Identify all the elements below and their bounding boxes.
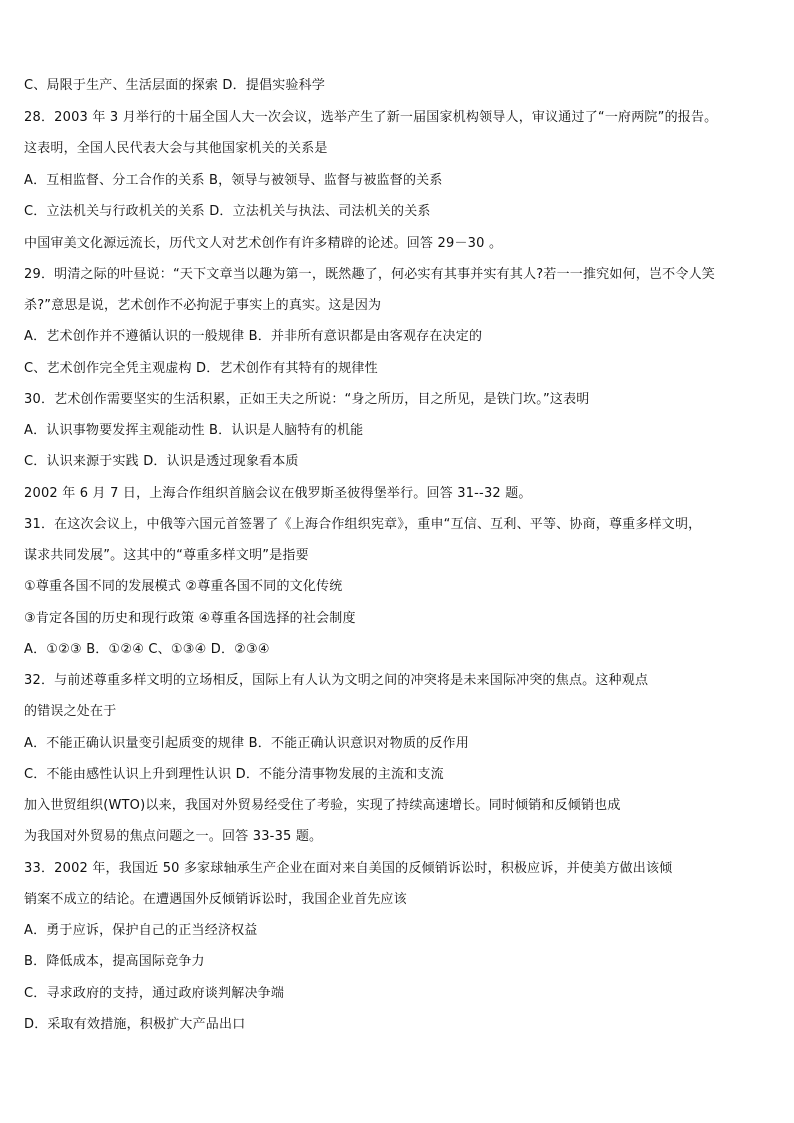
- question-28-options-cd: C．立法机关与行政机关的关系 D．立法机关与执法、司法机关的关系: [24, 204, 431, 219]
- section-intro-33-35-cont: 为我国对外贸易的焦点问题之一。回答 33-35 题。: [24, 829, 323, 844]
- option-line-27cd: C、局限于生产、生活层面的探索 D．提倡实验科学: [24, 78, 326, 93]
- question-31-stem: 31．在这次会议上，中俄等六国元首签署了《上海合作组织宪章》，重申“互信、互利、平等、协商，尊重多样文明，: [24, 517, 702, 532]
- question-28-stem-cont: 这表明，全国人民代表大会与其他国家机关的关系是: [24, 141, 328, 156]
- question-29-stem-cont: 杀?”意思是说，艺术创作不必拘泥于事实上的真实。这是因为: [24, 298, 382, 313]
- question-32-options-cd: C．不能由感性认识上升到理性认识 D．不能分清事物发展的主流和支流: [24, 767, 444, 782]
- question-28-options-ab: A．互相监督、分工合作的关系 B，领导与被领导、监督与被监督的关系: [24, 173, 443, 188]
- question-29-options-ab: A．艺术创作并不遵循认识的一般规律 B．并非所有意识都是由客观存在决定的: [24, 329, 483, 344]
- question-33-stem: 33．2002 年，我国近 50 多家球轴承生产企业在面对来自美国的反倾销诉讼时，积极应诉，并使美方做出该倾: [24, 861, 673, 876]
- question-33-option-b: B．降低成本，提高国际竞争力: [24, 954, 205, 969]
- question-32-stem: 32．与前述尊重多样文明的立场相反，国际上有人认为文明之间的冲突将是未来国际冲突的焦点。这种观点: [24, 673, 649, 688]
- question-33-option-a: A．勇于应诉，保护自己的正当经济权益: [24, 923, 258, 938]
- question-29-stem: 29．明清之际的叶昼说：“天下文章当以趣为第一，既然趣了，何必实有其事并实有其人?若一一推究如何，岂不令人笑: [24, 267, 715, 282]
- question-30-stem: 30．艺术创作需要坚实的生活积累，正如王夫之所说：“身之所历，目之所见，是铁门坎。”这表明: [24, 392, 590, 407]
- question-32-stem-cont: 的错误之处在于: [24, 704, 117, 719]
- question-28-stem: 28．2003 年 3 月举行的十届全国人大一次会议，选举产生了新一届国家机构领导人，审议通过了“一府两院”的报告。: [24, 110, 718, 125]
- section-intro-31-32: 2002 年 6 月 7 日，上海合作组织首脑会议在俄罗斯圣彼得堡举行。回答 31--32 题。: [24, 486, 532, 501]
- question-31-options: A．①②③ B．①②④ C、①③④ D．②③④: [24, 642, 270, 657]
- question-32-options-ab: A．不能正确认识量变引起质变的规律 B．不能正确认识意识对物质的反作用: [24, 736, 469, 751]
- question-31-items-12: ①尊重各国不同的发展模式 ②尊重各国不同的文化传统: [24, 579, 343, 594]
- question-30-options-ab: A．认识事物要发挥主观能动性 B．认识是人脑特有的机能: [24, 423, 364, 438]
- question-33-option-d: D．采取有效措施，积极扩大产品出口: [24, 1017, 246, 1032]
- question-33-stem-cont: 销案不成立的结论。在遭遇国外反倾销诉讼时，我国企业首先应该: [24, 892, 407, 907]
- question-31-items-34: ③肯定各国的历史和现行政策 ④尊重各国选择的社会制度: [24, 611, 356, 626]
- question-30-options-cd: C．认识来源于实践 D．认识是透过现象看本质: [24, 454, 299, 469]
- question-33-option-c: C．寻求政府的支持，通过政府谈判解决争端: [24, 986, 285, 1001]
- section-intro-33-35: 加入世贸组织(WTO)以来，我国对外贸易经受住了考验，实现了持续高速增长。同时倾销和反倾销也成: [24, 798, 621, 813]
- question-31-stem-cont: 谋求共同发展”。这其中的“尊重多样文明”是指要: [24, 548, 309, 563]
- section-intro-29-30: 中国审美文化源远流长，历代文人对艺术创作有许多精辟的论述。回答 29－30 。: [24, 236, 503, 251]
- question-29-options-cd: C、艺术创作完全凭主观虚构 D．艺术创作有其特有的规律性: [24, 361, 378, 376]
